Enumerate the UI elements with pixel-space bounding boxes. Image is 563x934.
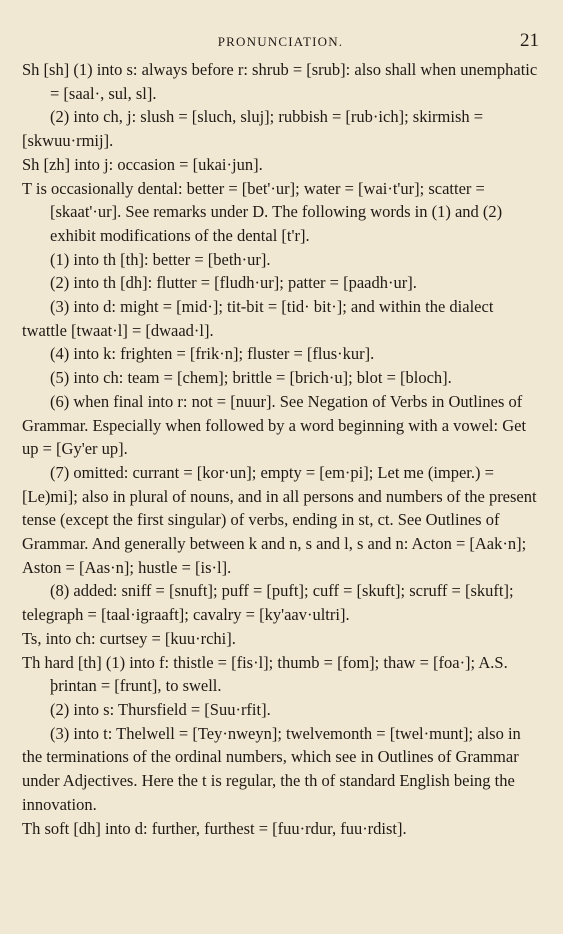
entry-t-sub-4: (4) into k: frighten = [frik·n]; fluster = [flus·kur]. [50,344,375,364]
entry-th-hard: Th hard [th] (1) into f: thistle = [fis·l]; thumb = [fom]; thaw = [foa·]; A.S. þrintan = [frunt], to swell. [22,652,508,696]
entry-t-sub-6: (6) when final into r: not = [nuur]. See Negation of Verbs in Outlines of Grammar. Especially when followed by a word beginning with a vowel: Get up = [Gy'er up]. [22,391,527,459]
entry-th-hard-sub-2: (2) into s: Thursfield = [Suu·rfit]. [50,699,271,719]
entry-t-sub-1: (1) into th [th]: better = [beth·ur]. [50,249,271,269]
entry-sh: Sh [sh] (1) into s: always before r: shrub = [srub]: also shall when unemphatic = [saal·, sul, sl]. [22,60,538,103]
entry-sh-zh: Sh [zh] into j: occasion = [ukai·jun]. [22,154,263,174]
page-body [22,58,539,840]
entry-th-soft: Th soft [dh] into d: further, furthest = [fuu·rdur, fuu·rdist]. [22,818,407,838]
entry-sh-sub-2: (2) into ch, j: slush = [sluch, sluj]; rubbish = [rub·ich]; skirmish = [skwuu·rmij]. [22,107,484,151]
entry-t: T is occasionally dental: better = [bet'·ur]; water = [wai·t'ur]; scatter = [skaat'·ur]. See remarks under D. The following words in (1) and (2) exhibit modifications of the dental [t'r]. [22,178,503,245]
entry-t-sub-8: (8) added: sniff = [snuft]; puff = [puft]; cuff = [skuft]; scruff = [skuft]; telegraph = [taal·igraaft]; cavalry = [ky'aav·ultri]. [22,581,514,625]
page-number: 21 [520,30,539,51]
running-head: PRONUNCIATION. [217,34,344,49]
entry-t-sub-7: (7) omitted: currant = [kor·un]; empty = [em·pi]; Let me (imper.) = [Le)mi]; also in plural of nouns, and in all persons and numbers of the present tense (except the first singular) of verbs, ending in st, ct. See Outlines of Grammar. And generally between k and n, s and l, s and n: Acton = [Aak·n]; Aston = [Aas·n]; hustle = [is·l]. [22,462,537,577]
entry-t-sub-5: (5) into ch: team = [chem]; brittle = [brich·u]; blot = [bloch]. [50,368,452,388]
entry-ts: Ts, into ch: curtsey = [kuu·rchi]. [22,628,236,648]
page-header [22,0,539,58]
entry-t-sub-2: (2) into th [dh]: flutter = [fludh·ur]; patter = [paadh·ur]. [50,273,417,293]
entry-t-sub-3: (3) into d: might = [mid·]; tit-bit = [tid· bit·]; and within the dialect twattle [twaat·l] = [dwaad·l]. [22,297,494,340]
entry-th-hard-sub-3: (3) into t: Thelwell = [Tey·nweyn]; twelvemonth = [twel·munt]; also in the terminations of the ordinal numbers, which see in Outlines of Grammar under Adjectives. Here the t is regular, the th of standard English being the innovation. [22,723,521,814]
